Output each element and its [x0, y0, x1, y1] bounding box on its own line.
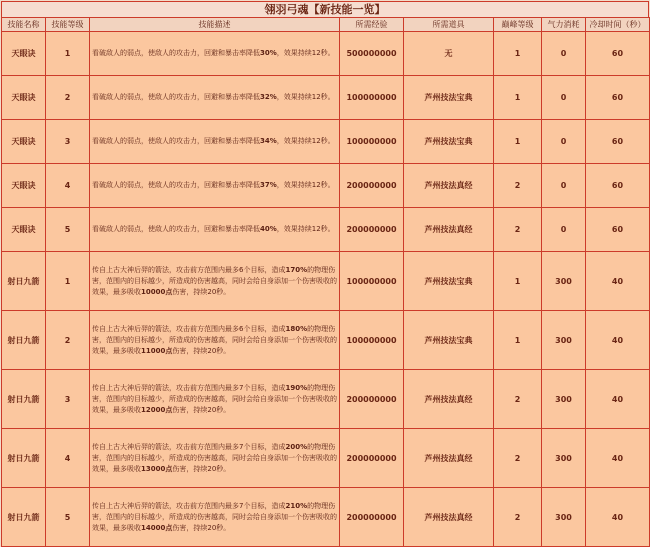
cell-mana-cost: 0 — [542, 76, 586, 120]
cell-required-exp: 100000000 — [340, 120, 404, 164]
desc-text: ，效果持续12秒。 — [276, 225, 335, 233]
cell-required-exp: 200000000 — [340, 429, 404, 488]
cell-peak-level: 2 — [494, 488, 542, 547]
cell-mana-cost: 300 — [542, 429, 586, 488]
cell-cooldown: 40 — [586, 252, 650, 311]
table-row — [2, 32, 650, 76]
cell-skill-desc — [90, 164, 340, 208]
cell-peak-level: 2 — [494, 370, 542, 429]
desc-text: 传自上古大神后羿的箭法，攻击前方范围内最多6个目标，造成 — [92, 324, 286, 333]
cell-cooldown: 40 — [586, 429, 650, 488]
desc-text: 的物理伤害，范围内的目标越少，所造成的伤害越高，同时会给自身添加一个伤害吸收的效果，最多吸收 — [92, 383, 337, 414]
cell-skill-name: 天眼诀 — [2, 208, 46, 252]
cell-required-exp: 100000000 — [340, 76, 404, 120]
cell-required-item: 芦州技法真经 — [404, 208, 494, 252]
cell-required-exp: 100000000 — [340, 252, 404, 311]
desc-text: ，效果持续12秒。 — [276, 137, 335, 145]
header-peak-level: 巅峰等级 — [494, 18, 542, 32]
cell-skill-desc — [90, 208, 340, 252]
cell-skill-level: 5 — [46, 208, 90, 252]
cell-cooldown: 60 — [586, 120, 650, 164]
cell-peak-level: 2 — [494, 208, 542, 252]
header-mana-cost: 气力消耗 — [542, 18, 586, 32]
desc-highlight: 200% — [285, 442, 308, 451]
desc-text: 传自上古大神后羿的箭法，攻击前方范围内最多7个目标，造成 — [92, 442, 286, 451]
cell-required-item: 无 — [404, 32, 494, 76]
cell-mana-cost: 300 — [542, 370, 586, 429]
cell-required-exp: 200000000 — [340, 370, 404, 429]
desc-text: 看破敌人的弱点，使敌人的攻击力，回避和暴击率降低 — [92, 49, 260, 57]
desc-text: 的物理伤害，范围内的目标越少，所造成的伤害越高，同时会给自身添加一个伤害吸收的效果，最多吸收 — [92, 265, 337, 296]
skill-table-container — [1, 1, 649, 538]
table-row — [2, 311, 650, 370]
desc-text: 看破敌人的弱点，使敌人的攻击力，回避和暴击率降低 — [92, 181, 260, 189]
cell-skill-name: 射日九箭 — [2, 252, 46, 311]
table-body — [2, 32, 650, 547]
cell-peak-level: 1 — [494, 120, 542, 164]
desc-text: 伤害，持续20秒。 — [172, 523, 231, 532]
cell-skill-name: 射日九箭 — [2, 370, 46, 429]
cell-skill-name: 天眼诀 — [2, 76, 46, 120]
cell-skill-desc — [90, 488, 340, 547]
cell-peak-level: 1 — [494, 252, 542, 311]
cell-required-item: 芦州技法真经 — [404, 164, 494, 208]
header-required-exp: 所需经验 — [340, 18, 404, 32]
cell-cooldown: 40 — [586, 311, 650, 370]
desc-text: 的物理伤害，范围内的目标越少，所造成的伤害越高，同时会给自身添加一个伤害吸收的效果，最多吸收 — [92, 442, 337, 473]
table-header-row — [2, 18, 650, 32]
cell-required-item: 芦州技法宝典 — [404, 120, 494, 164]
cell-skill-desc — [90, 429, 340, 488]
desc-text: 的物理伤害，范围内的目标越少，所造成的伤害越高，同时会给自身添加一个伤害吸收的效果，最多吸收 — [92, 324, 337, 355]
cell-skill-name: 天眼诀 — [2, 120, 46, 164]
cell-skill-level: 2 — [46, 76, 90, 120]
cell-skill-name: 射日九箭 — [2, 429, 46, 488]
desc-highlight: 34% — [260, 137, 277, 145]
desc-highlight: 10000点 — [141, 287, 173, 296]
cell-cooldown: 60 — [586, 32, 650, 76]
cell-cooldown: 40 — [586, 370, 650, 429]
cell-skill-name: 天眼诀 — [2, 164, 46, 208]
cell-skill-name: 射日九箭 — [2, 311, 46, 370]
cell-peak-level: 1 — [494, 76, 542, 120]
cell-mana-cost: 300 — [542, 488, 586, 547]
desc-text: 伤害，持续20秒。 — [172, 287, 231, 296]
header-skill-level: 技能等级 — [46, 18, 90, 32]
cell-skill-desc — [90, 370, 340, 429]
header-skill-desc: 技能描述 — [90, 18, 340, 32]
cell-skill-name: 天眼诀 — [2, 32, 46, 76]
cell-skill-desc — [90, 252, 340, 311]
cell-mana-cost: 0 — [542, 120, 586, 164]
cell-required-exp: 200000000 — [340, 164, 404, 208]
skill-table — [1, 17, 650, 547]
cell-required-item: 芦州技法宝典 — [404, 311, 494, 370]
table-row — [2, 252, 650, 311]
cell-skill-name: 射日九箭 — [2, 488, 46, 547]
cell-mana-cost: 0 — [542, 164, 586, 208]
desc-text: 看破敌人的弱点，使敌人的攻击力，回避和暴击率降低 — [92, 225, 260, 233]
cell-mana-cost: 0 — [542, 32, 586, 76]
desc-text: ，效果持续12秒。 — [276, 49, 335, 57]
header-required-item: 所需道具 — [404, 18, 494, 32]
cell-skill-desc — [90, 311, 340, 370]
table-row — [2, 208, 650, 252]
cell-cooldown: 60 — [586, 164, 650, 208]
desc-text: 的物理伤害，范围内的目标越少，所造成的伤害越高，同时会给自身添加一个伤害吸收的效果，最多吸收 — [92, 501, 337, 532]
desc-text: 伤害，持续20秒。 — [172, 464, 231, 473]
table-row — [2, 76, 650, 120]
desc-text: 看破敌人的弱点，使敌人的攻击力，回避和暴击率降低 — [92, 93, 260, 101]
desc-highlight: 14000点 — [141, 523, 173, 532]
cell-peak-level: 1 — [494, 311, 542, 370]
cell-required-item: 芦州技法宝典 — [404, 76, 494, 120]
desc-highlight: 32% — [260, 93, 277, 101]
cell-required-exp: 500000000 — [340, 32, 404, 76]
cell-skill-level: 1 — [46, 252, 90, 311]
cell-skill-level: 3 — [46, 120, 90, 164]
desc-highlight: 180% — [285, 324, 308, 333]
cell-required-exp: 200000000 — [340, 488, 404, 547]
desc-highlight: 190% — [285, 383, 308, 392]
desc-highlight: 40% — [260, 225, 277, 233]
cell-peak-level: 2 — [494, 429, 542, 488]
cell-peak-level: 1 — [494, 32, 542, 76]
cell-skill-desc — [90, 76, 340, 120]
cell-cooldown: 40 — [586, 488, 650, 547]
cell-skill-desc — [90, 32, 340, 76]
cell-required-exp: 200000000 — [340, 208, 404, 252]
desc-text: ，效果持续12秒。 — [276, 93, 335, 101]
cell-required-item: 芦州技法宝典 — [404, 252, 494, 311]
desc-text: 看破敌人的弱点，使敌人的攻击力，回避和暴击率降低 — [92, 137, 260, 145]
desc-text: 传自上古大神后羿的箭法，攻击前方范围内最多6个目标，造成 — [92, 265, 286, 274]
cell-peak-level: 2 — [494, 164, 542, 208]
desc-highlight: 30% — [260, 49, 277, 57]
cell-skill-desc — [90, 120, 340, 164]
cell-mana-cost: 300 — [542, 311, 586, 370]
header-cooldown: 冷却时间（秒） — [586, 18, 650, 32]
cell-skill-level: 3 — [46, 370, 90, 429]
desc-text: 伤害，持续20秒。 — [172, 405, 231, 414]
desc-highlight: 12000点 — [141, 405, 173, 414]
cell-required-item: 芦州技法真经 — [404, 429, 494, 488]
desc-text: ，效果持续12秒。 — [276, 181, 335, 189]
desc-highlight: 170% — [285, 265, 308, 274]
table-row — [2, 120, 650, 164]
cell-required-item: 芦州技法真经 — [404, 488, 494, 547]
desc-highlight: 13000点 — [141, 464, 173, 473]
table-row — [2, 370, 650, 429]
page-title: 翎羽弓魂【新技能一览】 — [1, 1, 649, 17]
header-skill-name: 技能名称 — [2, 18, 46, 32]
cell-skill-level: 5 — [46, 488, 90, 547]
cell-required-item: 芦州技法真经 — [404, 370, 494, 429]
cell-required-exp: 100000000 — [340, 311, 404, 370]
cell-skill-level: 4 — [46, 429, 90, 488]
cell-skill-level: 4 — [46, 164, 90, 208]
cell-skill-level: 1 — [46, 32, 90, 76]
cell-mana-cost: 0 — [542, 208, 586, 252]
desc-highlight: 210% — [285, 501, 308, 510]
desc-text: 传自上古大神后羿的箭法，攻击前方范围内最多7个目标，造成 — [92, 383, 286, 392]
desc-highlight: 37% — [260, 181, 277, 189]
cell-skill-level: 2 — [46, 311, 90, 370]
table-row — [2, 488, 650, 547]
desc-text: 传自上古大神后羿的箭法，攻击前方范围内最多7个目标，造成 — [92, 501, 286, 510]
table-row — [2, 429, 650, 488]
desc-highlight: 11000点 — [141, 346, 173, 355]
cell-cooldown: 60 — [586, 208, 650, 252]
desc-text: 伤害，持续20秒。 — [172, 346, 231, 355]
cell-cooldown: 60 — [586, 76, 650, 120]
cell-mana-cost: 300 — [542, 252, 586, 311]
table-row — [2, 164, 650, 208]
